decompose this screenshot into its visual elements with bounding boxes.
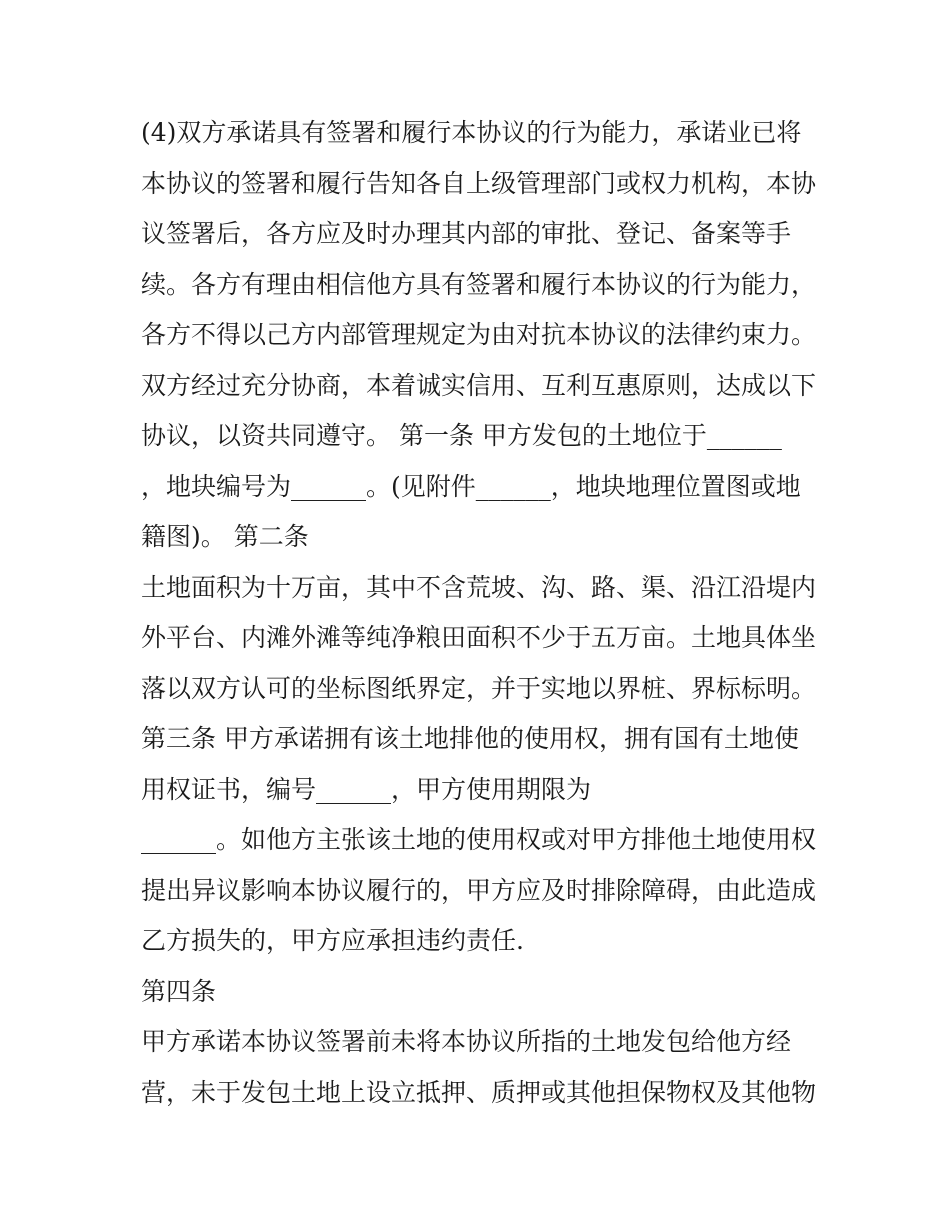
text-line: 各方不得以己方内部管理规定为由对抗本协议的法律约束力。 (141, 320, 817, 349)
text-line: 本协议的签署和履行告知各自上级管理部门或权力机构，本协 (141, 168, 817, 198)
text-line: ，地块编号为______。(见附件______，地块地理位置图或地 (141, 471, 801, 501)
text-line: 外平台、内滩外滩等纯净粮田面积不少于五万亩。土地具体坐 (141, 623, 817, 652)
text-line: 双方经过充分协商，本着诚实信用、互利互惠原则，达成以下 (141, 370, 817, 400)
text-line: 续。各方有理由相信他方具有签署和履行本协议的行为能力， (141, 269, 817, 299)
text-line: 落以双方认可的坐标图纸界定，并于实地以界桩、界标标明。 (141, 673, 817, 703)
text-line: ______。如他方主张该土地的使用权或对甲方排他土地使用权 (141, 825, 817, 854)
text-line: 议签署后，各方应及时办理其内部的审批、登记、备案等手 (141, 219, 792, 248)
text-line: (4)双方承诺具有签署和履行本协议的行为能力，承诺业已将 (141, 118, 802, 147)
text-line: 用权证书，编号______，甲方使用期限为 (141, 774, 592, 804)
text-line: 乙方损失的，甲方应承担违约责任. (141, 926, 524, 955)
text-line: 提出异议影响本协议履行的，甲方应及时排除障碍，由此造成 (141, 875, 817, 905)
text-line: 营，未于发包土地上设立抵押、质押或其他担保物权及其他物 (141, 1077, 817, 1107)
agreement-body-text (141, 108, 821, 1118)
text-line: 协议，以资共同遵守。 第一条 甲方发包的土地位于______ (141, 421, 782, 450)
text-line: 第四条 (141, 976, 217, 1006)
text-line: 第三条 甲方承诺拥有该土地排他的使用权，拥有国有土地使 (141, 724, 799, 753)
text-line: 甲方承诺本协议签署前未将本协议所指的土地发包给他方经 (141, 1027, 792, 1056)
text-line: 籍图)。 第二条 (141, 522, 309, 551)
text-line: 土地面积为十万亩，其中不含荒坡、沟、路、渠、沿江沿堤内 (141, 572, 817, 602)
